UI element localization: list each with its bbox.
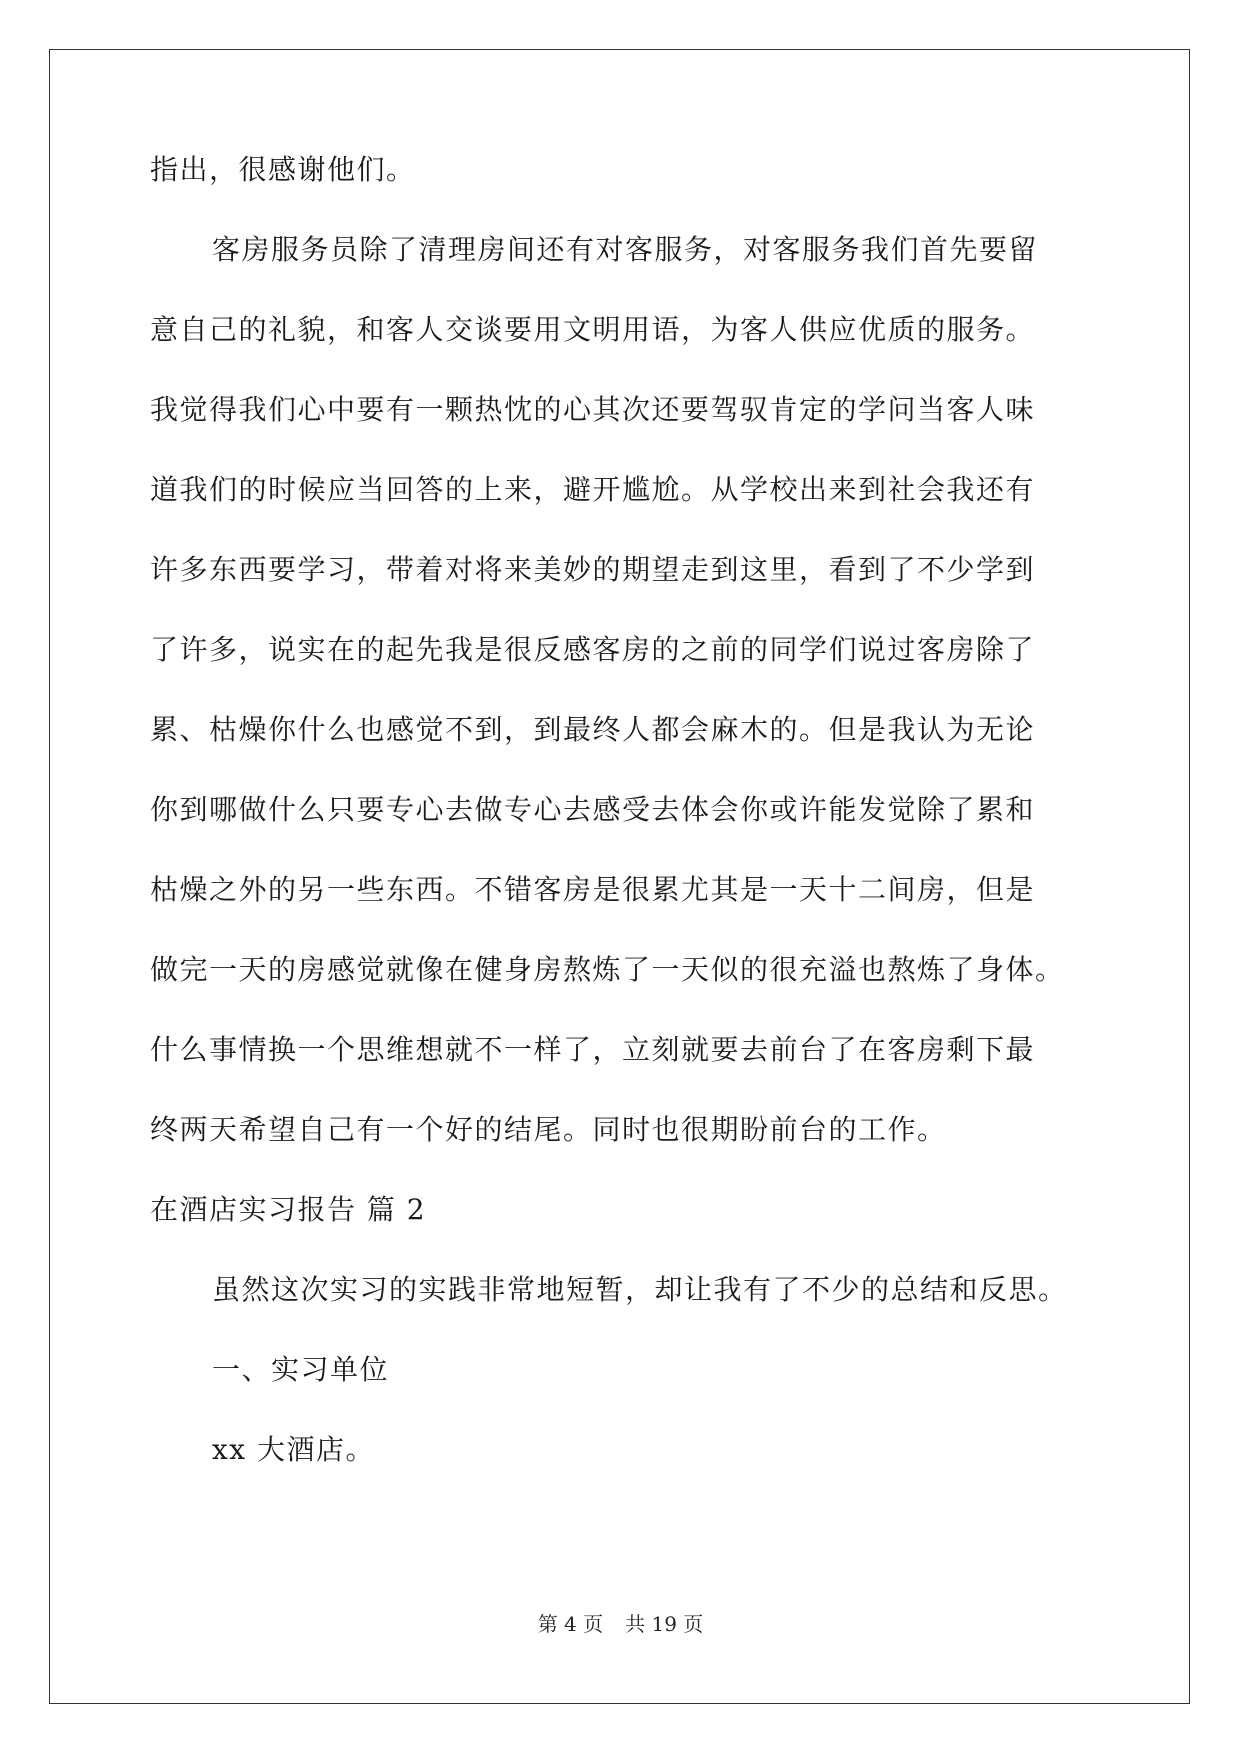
page-number: 第 4 页 xyxy=(537,1612,604,1636)
body-line: 终两天希望自己有一个好的结尾。同时也很期盼前台的工作。 xyxy=(150,1113,947,1146)
body-line: 做完一天的房感觉就像在健身房熬炼了一天似的很充溢也熬炼了身体。 xyxy=(150,953,1065,986)
body-line: 指出，很感谢他们。 xyxy=(150,153,416,186)
body-line: 了许多，说实在的起先我是很反感客房的之前的同学们说过客房除了 xyxy=(150,633,1036,666)
body-line: 枯燥之外的另一些东西。不错客房是很累尤其是一天十二间房，但是 xyxy=(150,873,1036,906)
page-total: 共 19 页 xyxy=(625,1612,704,1636)
body-line: 道我们的时候应当回答的上来，避开尴尬。从学校出来到社会我还有 xyxy=(150,473,1036,506)
body-line: 虽然这次实习的实践非常地短暂，却让我有了不少的总结和反思。 xyxy=(212,1273,1068,1306)
body-line: 什么事情换一个思维想就不一样了，立刻就要去前台了在客房剩下最 xyxy=(150,1033,1036,1066)
body-line: 累、枯燥你什么也感觉不到，到最终人都会麻木的。但是我认为无论 xyxy=(150,713,1036,746)
body-line: 许多东西要学习，带着对将来美妙的期望走到这里，看到了不少学到 xyxy=(150,553,1036,586)
page-footer xyxy=(0,1612,1241,1636)
document-body xyxy=(150,153,1090,1490)
body-line: 客房服务员除了清理房间还有对客服务，对客服务我们首先要留 xyxy=(212,233,1039,266)
subsection-heading: 一、实习单位 xyxy=(212,1353,390,1386)
body-line: xx 大酒店。 xyxy=(212,1433,375,1466)
body-line: 意自己的礼貌，和客人交谈要用文明用语，为客人供应优质的服务。 xyxy=(150,313,1036,346)
body-line: 你到哪做什么只要专心去做专心去感受去体会你或许能发觉除了累和 xyxy=(150,793,1036,826)
section-heading: 在酒店实习报告 篇 2 xyxy=(150,1193,427,1226)
body-line: 我觉得我们心中要有一颗热忱的心其次还要驾驭肯定的学问当客人味 xyxy=(150,393,1036,426)
